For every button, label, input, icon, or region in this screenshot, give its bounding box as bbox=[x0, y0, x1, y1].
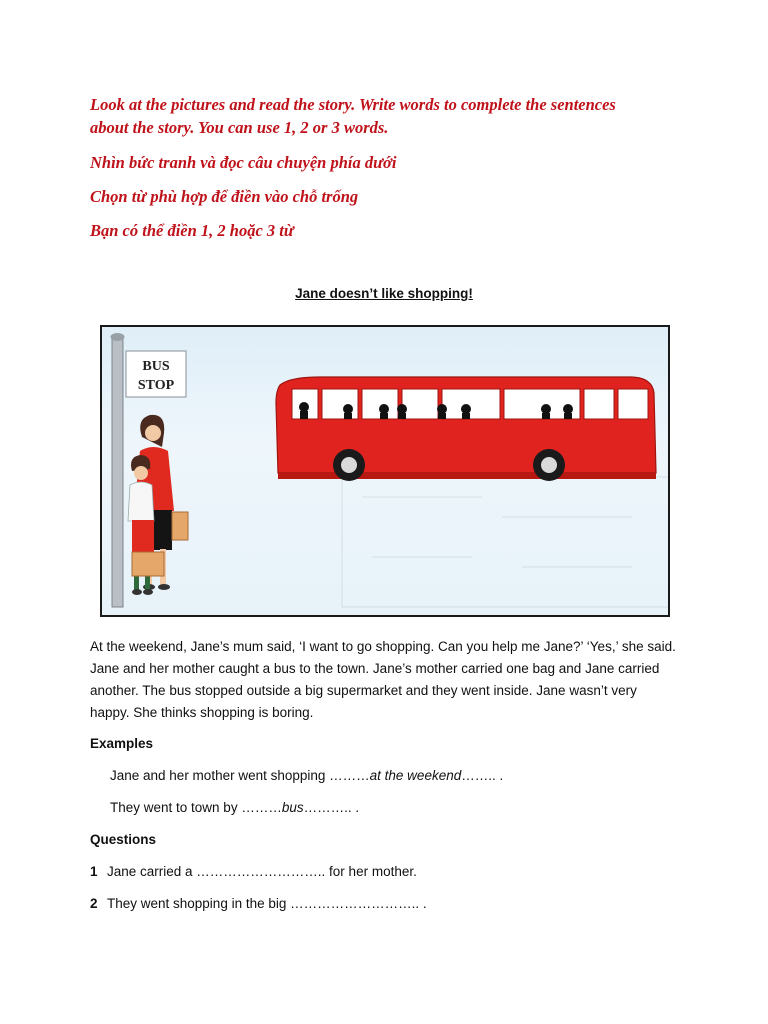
bus-stop-sign bbox=[126, 351, 186, 397]
question-2-text: They went shopping in the big ……………………….. . bbox=[107, 896, 427, 911]
question-1 bbox=[90, 864, 417, 879]
sign-text-bus: BUS bbox=[142, 359, 170, 374]
instruction-line-2: about the story. You can use 1, 2 or 3 words. bbox=[90, 118, 389, 137]
example-1-text: Jane and her mother went shopping ……… bbox=[110, 768, 370, 783]
question-2 bbox=[90, 896, 427, 911]
instruction-vietnamese-2: Chọn từ phù hợp để điền vào chỗ trống bbox=[90, 187, 359, 206]
pole-cap bbox=[111, 333, 125, 341]
examples-heading: Examples bbox=[90, 736, 154, 751]
bus-stop-pole bbox=[112, 337, 123, 607]
question-2-number: 2 bbox=[90, 896, 98, 911]
instruction-line-1: Look at the pictures and read the story. Write words to complete the sentences bbox=[90, 95, 616, 114]
story-line-3: another. The bus stopped outside a big supermarket and they went inside. Jane wasn’t very bbox=[90, 683, 637, 698]
bus-stop-scene bbox=[102, 327, 668, 615]
story-line-1: At the weekend, Jane’s mum said, ‘I want to go shopping. Can you help me Jane?’ ‘Yes,’ she said. bbox=[90, 639, 676, 654]
example-1-end: …….. . bbox=[461, 768, 504, 783]
example-1-answer: at the weekend bbox=[369, 768, 462, 783]
story-line-2: Jane and her mother caught a bus to the town. Jane’s mother carried one bag and Jane carried bbox=[90, 661, 660, 676]
example-2-answer: bus bbox=[281, 800, 304, 815]
question-1-text: Jane carried a ……………………….. for her mother. bbox=[107, 864, 417, 879]
sign-text-stop: STOP bbox=[137, 378, 175, 393]
example-1 bbox=[110, 768, 503, 783]
question-1-number: 1 bbox=[90, 864, 98, 879]
example-2-end: ……….. . bbox=[303, 800, 360, 815]
example-2-text: They went to town by ……… bbox=[110, 800, 282, 815]
story-illustration bbox=[100, 325, 670, 617]
questions-heading: Questions bbox=[90, 832, 157, 847]
example-2 bbox=[110, 800, 359, 815]
red-bus bbox=[276, 377, 656, 481]
instruction-vietnamese-3: Bạn có thể điền 1, 2 hoặc 3 từ bbox=[90, 221, 294, 240]
instruction-vietnamese-1: Nhìn bức tranh và đọc câu chuyện phía dưới bbox=[90, 153, 397, 172]
story-text bbox=[90, 636, 690, 724]
story-title: Jane doesn’t like shopping! bbox=[295, 286, 473, 301]
story-line-4: happy. She thinks shopping is boring. bbox=[90, 705, 314, 720]
background-texture bbox=[342, 477, 668, 607]
